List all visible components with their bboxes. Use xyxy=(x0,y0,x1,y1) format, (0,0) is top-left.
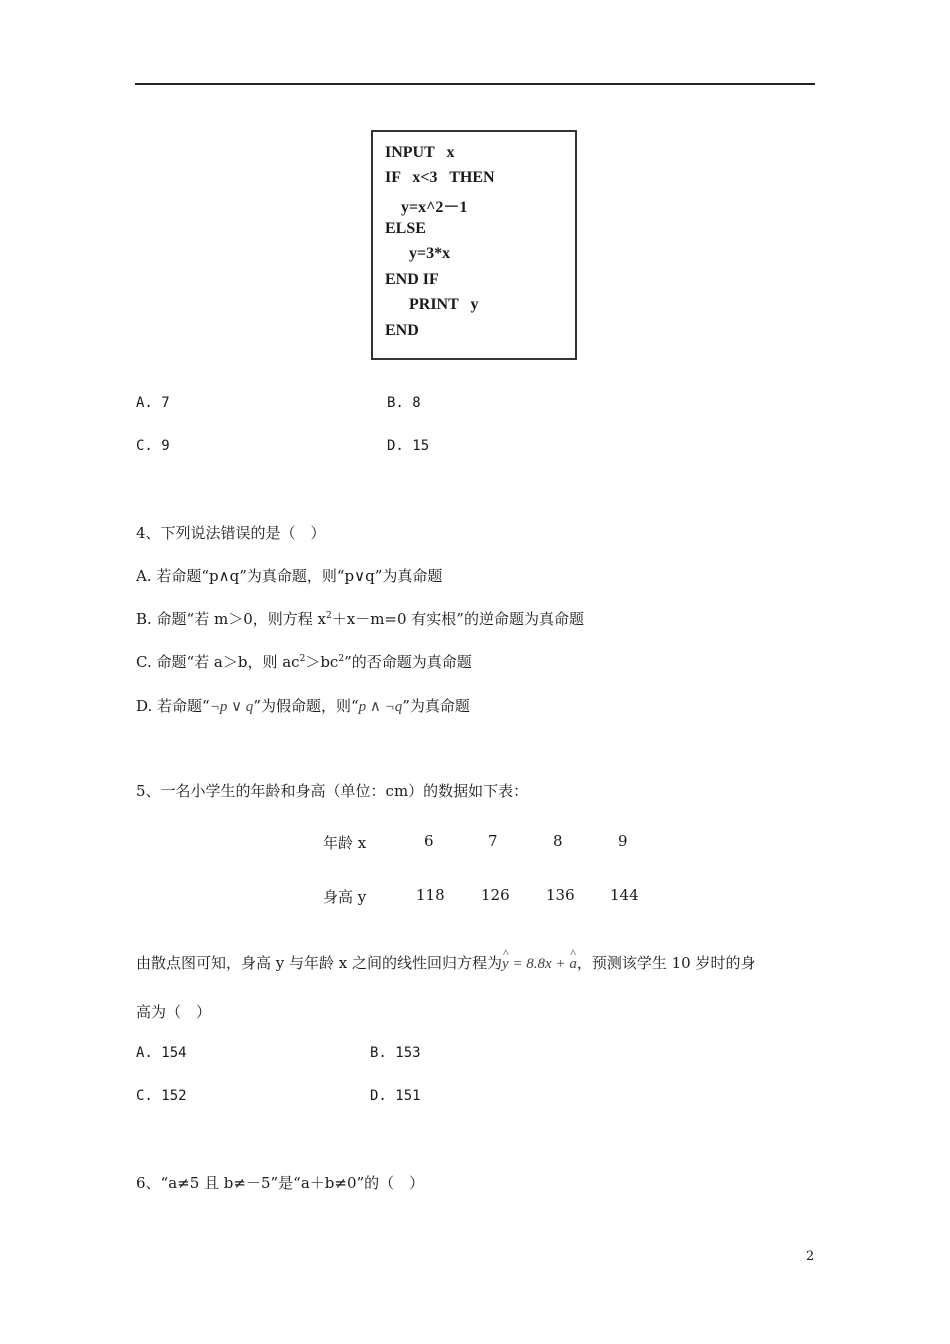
q3-option-b: B. 8 xyxy=(387,395,421,411)
code-line: PRINT y xyxy=(385,296,479,313)
q6-stem: 6、“a≠5 且 b≠－5”是“a＋b≠0”的（ ） xyxy=(136,1174,425,1192)
q4-option-b: B. 命题“若 m＞0，则方程 $x^2+x-m=0$ 有实根”的逆命题为真命题 xyxy=(136,610,584,628)
code-line: ELSE xyxy=(385,220,426,237)
q4-option-c: C. 命题“若 a＞b，则 $ac^2>bc^2$”的否命题为真命题 xyxy=(136,653,472,671)
q3-option-c: C. 9 xyxy=(136,438,170,454)
header-rule xyxy=(135,83,815,85)
q4-option-d: D. 若命题“¬p ∨ q”为假命题，则“p ∧ ¬q”为真命题 xyxy=(136,697,470,715)
table-header-height: 身高 y xyxy=(323,888,367,906)
q5-regression-text: 由散点图可知，身高 y 与年龄 x 之间的线性回归方程为^ y = 8.8x + ^ a，预测该学生 10 岁时的身 xyxy=(136,952,755,973)
code-box xyxy=(371,130,577,360)
table-header-age: 年龄 x xyxy=(323,834,367,852)
q3-option-d: D. 15 xyxy=(387,438,430,454)
table-cell: 118 xyxy=(416,886,445,904)
page-number: 2 xyxy=(806,1249,815,1264)
q5-regression-text-line2: 高为（ ） xyxy=(136,1003,212,1021)
q5-option-c: C. 152 xyxy=(136,1088,187,1104)
q3-option-a: A. 7 xyxy=(136,395,170,411)
q5-stem: 5、一名小学生的年龄和身高（单位：cm）的数据如下表： xyxy=(136,782,529,800)
table-cell: 7 xyxy=(488,832,498,850)
q5-option-b: B. 153 xyxy=(370,1045,421,1061)
table-cell: 144 xyxy=(610,886,639,904)
code-line: y=3*x xyxy=(385,245,451,262)
formula-p-and-not-q: p ∧ ¬q xyxy=(358,699,403,715)
code-line: INPUT x xyxy=(385,144,455,161)
table-cell: 126 xyxy=(481,886,510,904)
code-line: y=x^2－1 xyxy=(385,199,468,216)
q4-option-a: A. 若命题“p∧q”为真命题，则“p∨q”为真命题 xyxy=(136,567,443,585)
table-cell: 6 xyxy=(424,832,434,850)
formula-not-p-or-q: ¬p ∨ q xyxy=(209,699,254,715)
table-cell: 9 xyxy=(618,832,628,850)
q5-option-d: D. 151 xyxy=(370,1088,421,1104)
table-cell: 136 xyxy=(546,886,575,904)
code-line: IF x<3 THEN xyxy=(385,169,495,186)
q5-option-a: A. 154 xyxy=(136,1045,187,1061)
q4-stem: 4、下列说法错误的是（ ） xyxy=(136,524,326,542)
code-line: END xyxy=(385,322,419,339)
code-line: END IF xyxy=(385,271,439,288)
table-cell: 8 xyxy=(553,832,563,850)
regression-equation: ^ y = 8.8x + ^ a xyxy=(502,956,577,972)
